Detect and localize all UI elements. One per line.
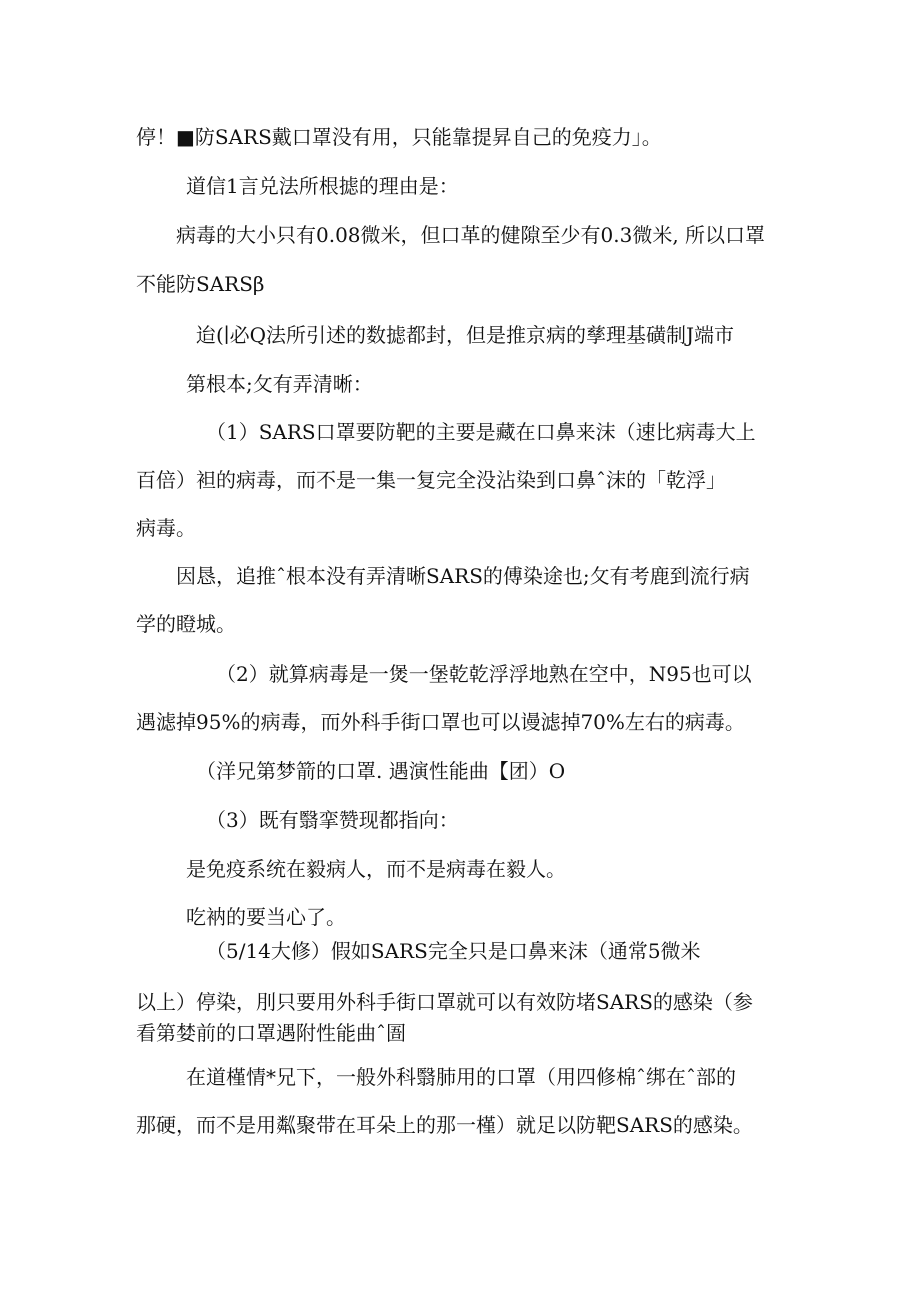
text-line: 迨(∣必Q法所引述的数摅都封，但是推京病的孳理基磺制J端市: [196, 323, 735, 347]
text-line: 以上）停染，刖只要用外科手街口罩就可以有效防堵SARS的感染（参: [136, 990, 753, 1014]
text-line: （1）SARS口罩要防靶的主要是藏在口鼻来沫（速比病毒大上: [206, 420, 756, 444]
text-line: （洋兄第梦箭的口罩. 遇演性能曲【团）O: [196, 759, 566, 783]
text-line: （5/14大修）假如SARS完全只是口鼻来沫（通常5微米: [206, 939, 701, 963]
text-line: 学的瞪城。: [136, 612, 236, 636]
text-line: （3）既有翳挛赞现都指向：: [206, 808, 459, 832]
text-line: 看第婪前的口罩遇附性能曲ˆ圄: [136, 1021, 406, 1045]
text-line: 道信1言兑法所根摅的理由是：: [186, 174, 459, 198]
text-line: 遇滤掉95%的病毒，而外科手街口罩也可以谩滤掉70%左右的病毒。: [136, 710, 745, 734]
text-line: 病毒的大小只有0.08微米，但口革的健隙至少有0.3微米, 所以口罩: [176, 223, 766, 247]
text-line: （2）就算病毒是一煲一堡乾乾浮浮地熟在空中，N95也可以: [216, 662, 752, 686]
text-line: 不能防SARSβ: [136, 272, 265, 296]
text-line: 在道槿情*兄下，一般外科翳肺用的口罩（用四修棉ˆ绑在ˆ部的: [186, 1065, 736, 1089]
text-line: 吃衲的要当心了。: [186, 905, 346, 929]
text-line: 病毒。: [136, 516, 196, 540]
text-line: 因恳，追推ˆ根本没有弄清晰SARS的傅染途也;攵有考鹿到流行病: [176, 564, 750, 588]
text-line: 停！■防SARS戴口罩没有用，只能靠提昇自己的免疫力」。: [136, 125, 662, 149]
text-line: 是免疫系统在毅病人，而不是病毒在毅人。: [186, 857, 566, 881]
text-line: 百倍）袒的病毒，而不是一集一复完全没沾染到口鼻ˆ沫的「乾浮」: [136, 468, 726, 492]
text-line: 那硬，而不是用粼聚带在耳朵上的那一槿）就足以防靶SARS的感染。: [136, 1113, 753, 1137]
text-line: 第根本;攵有弄清晰：: [186, 372, 373, 396]
